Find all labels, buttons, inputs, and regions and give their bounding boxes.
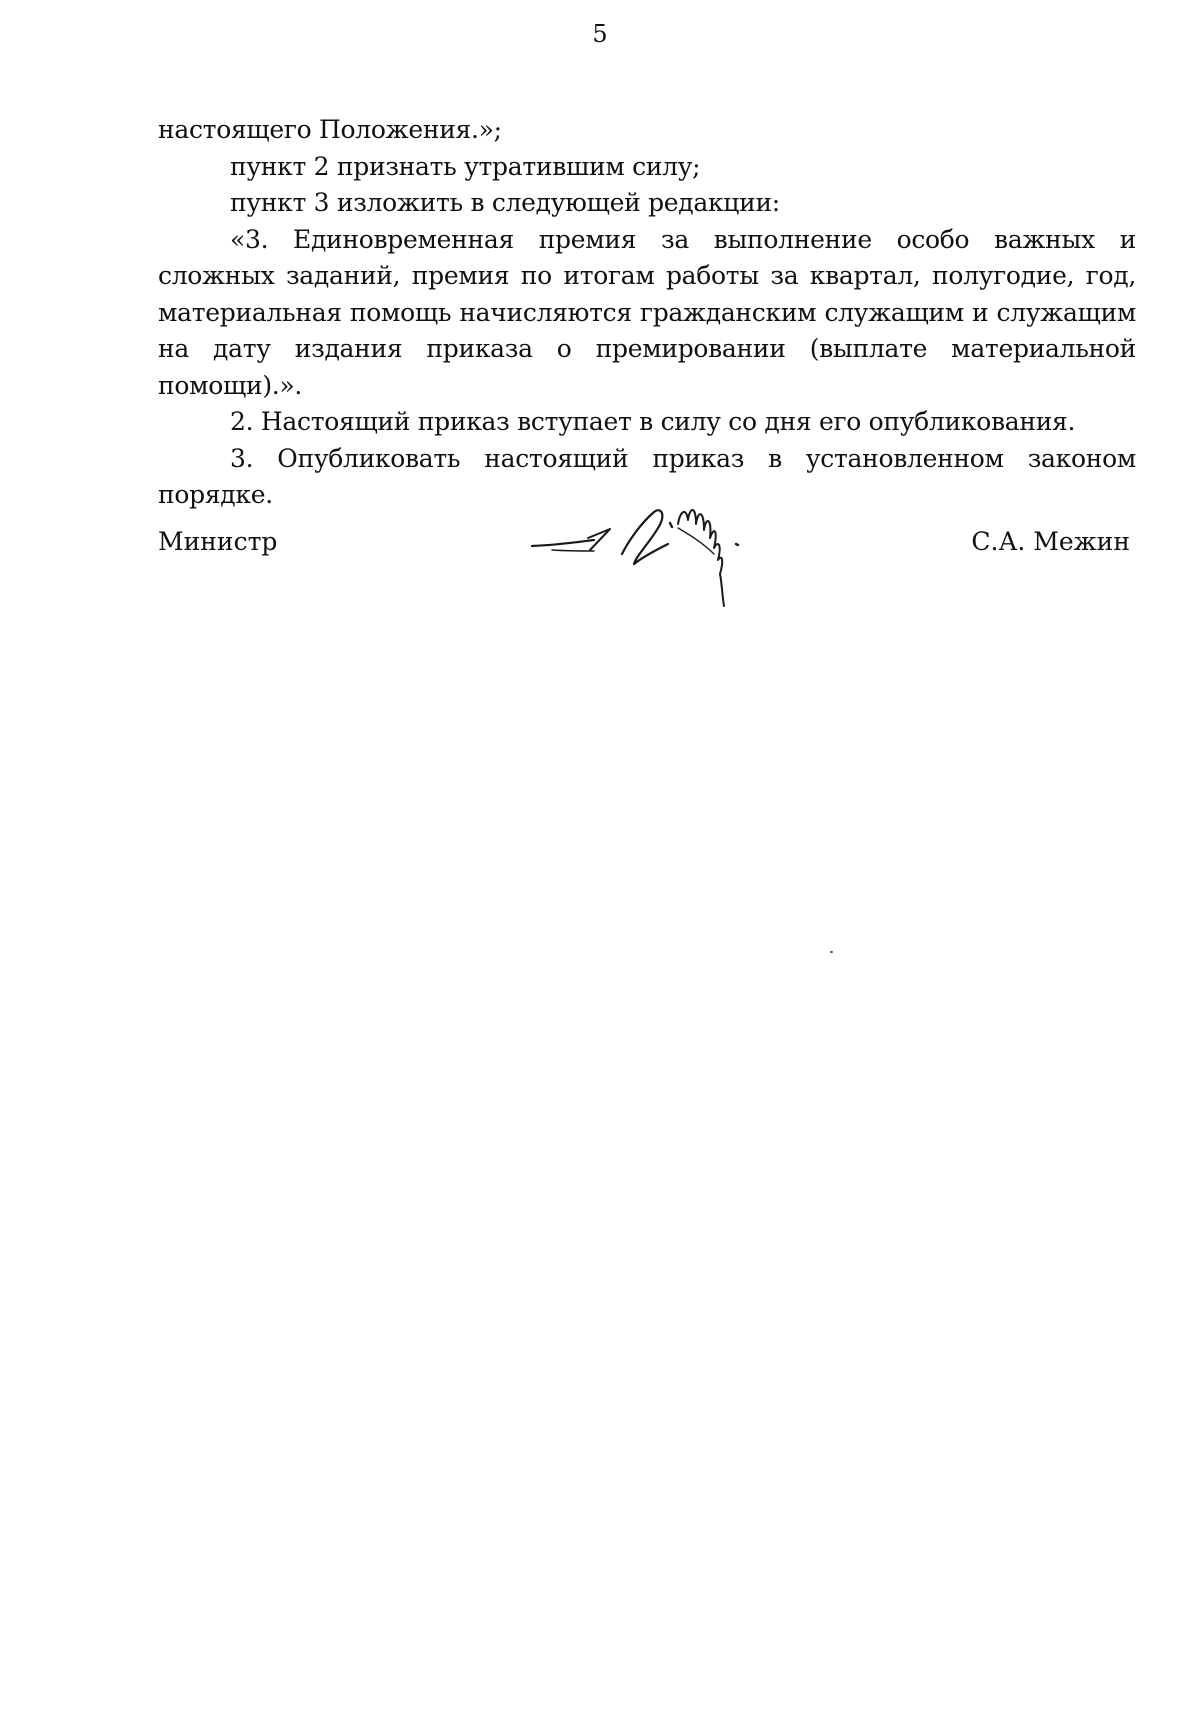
paragraph-item-2: пункт 2 признать утратившим силу;: [230, 151, 701, 181]
signer-name: С.А. Межин: [971, 527, 1130, 556]
paragraph-continuation: настоящего Положения.»;: [158, 115, 502, 144]
paragraph-item-3: пункт 3 изложить в следующей редакции:: [230, 188, 780, 217]
handwritten-signature: [528, 498, 800, 628]
page-number: 5: [592, 20, 608, 48]
document-body: [158, 112, 1136, 514]
signer-position: Министр: [158, 527, 278, 556]
paragraph-publication: 3. Опубликовать настоящий приказ в установленном законом порядке.: [158, 443, 1136, 509]
scan-speck: [830, 951, 833, 953]
paragraph-effective-date: 2. Настоящий приказ вступает в силу со дня его опубликования.: [230, 407, 1076, 436]
paragraph-quoted-item: «3. Единовременная премия за выполнение особо важных и сложных заданий, премия по итогам работы за квартал, полугодие, год, материальная помощь начисляются гражданским служащим и служащим на дату издания приказа о премировании (выплате материальной помощи).».: [158, 224, 1136, 400]
